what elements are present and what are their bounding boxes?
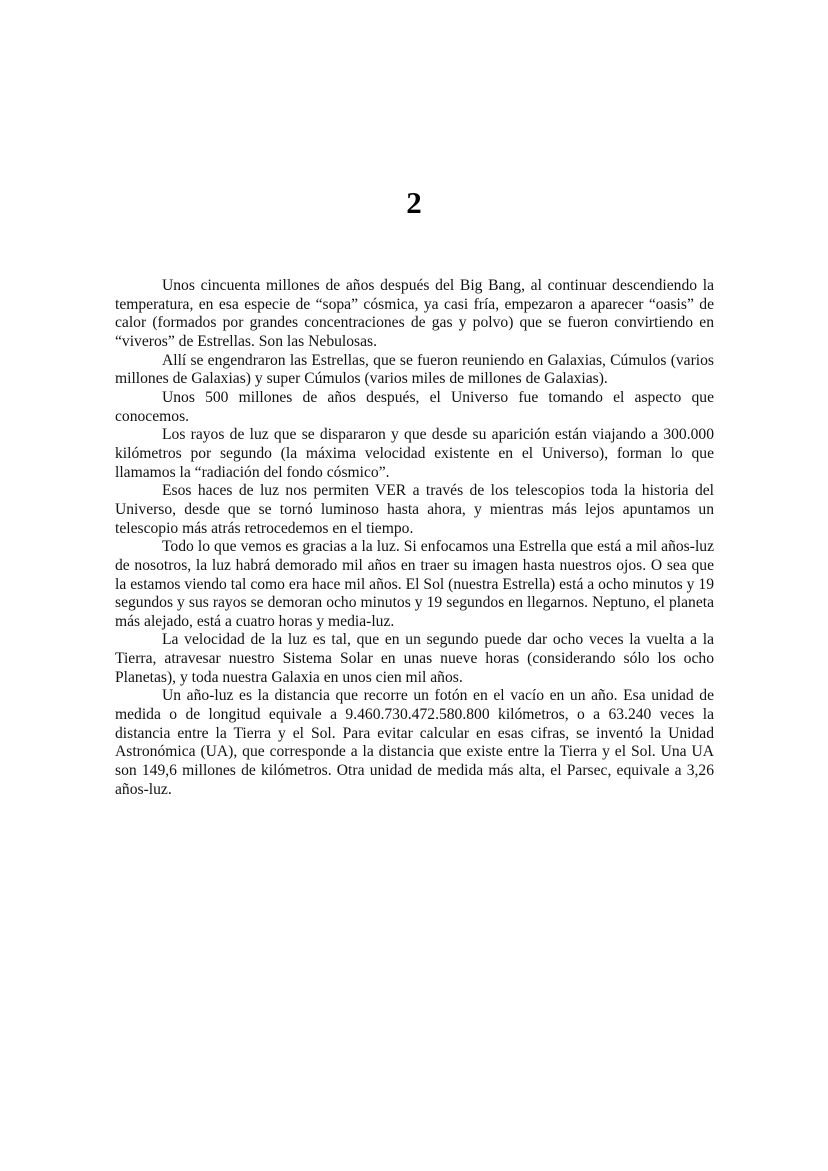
chapter-number: 2 xyxy=(406,185,422,220)
paragraph: La velocidad de la luz es tal, que en un segundo puede dar ocho veces la vuelta a la Tierra, atravesar nuestro Sistema Solar en unas nueve horas (considerando sólo los ocho Planetas), y toda nuestra Galaxia en unos cien mil años. xyxy=(115,631,714,686)
paragraph: Allí se engendraron las Estrellas, que se fueron reuniendo en Galaxias, Cúmulos (varios millones de Galaxias) y super Cúmulos (varios miles de millones de Galaxias). xyxy=(115,351,714,388)
paragraph: Todo lo que vemos es gracias a la luz. Si enfocamos una Estrella que está a mil años-luz de nosotros, la luz habrá demorado mil años en traer su imagen hasta nuestros ojos. O sea que la estamos viendo tal como era hace mil años. El Sol (nuestra Estrella) está a ocho minutos y 19 segundos y sus rayos se demoran ocho minutos y 19 segundos en llegarnos. Neptuno, el planeta más alejado, está a cuatro horas y media-luz. xyxy=(115,538,714,630)
paragraph: Unos 500 millones de años después, el Universo fue tomando el aspecto que conocemos. xyxy=(115,388,714,425)
paragraph: Los rayos de luz que se dispararon y que desde su aparición están viajando a 300.000 kilómetros por segundo (la máxima velocidad existente en el Universo), forman lo que llamamos la “radiación del fondo cósmico”. xyxy=(115,426,714,481)
paragraph: Un año-luz es la distancia que recorre un fotón en el vacío en un año. Esa unidad de medida o de longitud equivale a 9.460.730.472.580.800 kilómetros, o a 63.240 veces la distancia entre la Tierra y el Sol. Para evitar calcular en esas cifras, se inventó la Unidad Astronómica (UA), que corresponde a la distancia que existe entre la Tierra y el Sol. Una UA son 149,6 millones de kilómetros. Otra unidad de medida más alta, el Parsec, equivale a 3,26 años-luz. xyxy=(115,687,714,798)
paragraph: Esos haces de luz nos permiten VER a través de los telescopios toda la historia del Universo, desde que se tornó luminoso hasta ahora, y mientras más lejos apuntamos un telescopio más atrás retrocedemos en el tiempo. xyxy=(115,482,714,537)
body-text xyxy=(115,277,714,799)
paragraph: Unos cincuenta millones de años después del Big Bang, al continuar descendiendo la temperatura, en esa especie de “sopa” cósmica, ya casi fría, empezaron a aparecer “oasis” de calor (formados por grandes concentraciones de gas y polvo) que se fueron convirtiendo en “viveros” de Estrellas. Son las Nebulosas. xyxy=(115,277,714,350)
